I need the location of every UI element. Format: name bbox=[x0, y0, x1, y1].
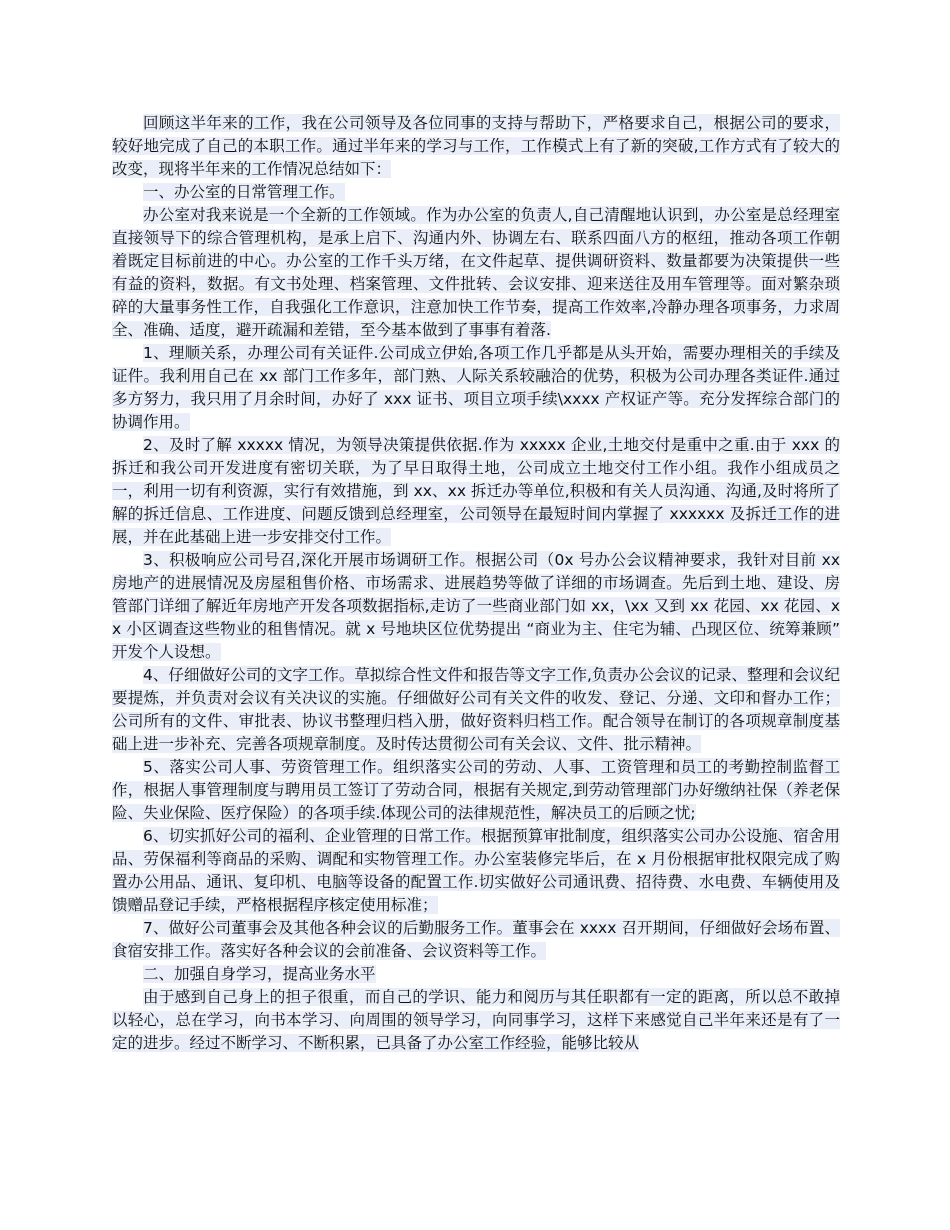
item-6-paragraph: 6、切实抓好公司的福利、企业管理的日常工作。根据预算审批制度，组织落实公司办公设施、宿舍用品、劳保福利等商品的采购、调配和实物管理工作。办公室装修完毕后，在 x 月份根据审批权限完成了购置办公用品、通讯、复印机、电脑等设备的配置工作.切实做好公司通讯费、招待费、水电费、车辆使用及馈赠品登记手续，严格根据程序核定使用标准； bbox=[112, 827, 840, 914]
item-4-paragraph: 4、仔细做好公司的文字工作。草拟综合性文件和报告等文字工作,负责办公会议的记录、整理和会议纪要提炼，并负责对会议有关决议的实施。仔细做好公司有关文件的收发、登记、分递、文印和督办工作；公司所有的文件、审批表、协议书整理归档入册，做好资料归档工作。配合领导在制订的各项规章制度基础上进一步补充、完善各项规章制度。及时传达贯彻公司有关会议、文件、批示精神。 bbox=[112, 666, 840, 753]
section-heading-self-study: 二、加强自身学习，提高业务水平 bbox=[143, 965, 376, 983]
office-overview-paragraph: 办公室对我来说是一个全新的工作领域。作为办公室的负责人,自己清醒地认识到，办公室是总经理室直接领导下的综合管理机构，是承上启下、沟通内外、协调左右、联系四面八方的枢纽，推动各项工作朝着既定目标前进的中心。办公室的工作千头万绪，在文件起草、提供调研资料、数量都要为决策提供一些有益的资料，数据。有文书处理、档案管理、文件批转、会议安排、迎来送往及用车管理等。面对繁杂琐碎的大量事务性工作，自我强化工作意识，注意加快工作节奏，提高工作效率,冷静办理各项事务，力求周全、准确、适度，避开疏漏和差错，至今基本做到了事事有着落. bbox=[112, 206, 840, 339]
section-heading-office-management: 一、办公室的日常管理工作。 bbox=[143, 183, 345, 201]
item-1-paragraph: 1、理顺关系，办理公司有关证件.公司成立伊始,各项工作几乎都是从头开始，需要办理相关的手续及证件。我利用自己在 xx 部门工作多年，部门熟、人际关系较融洽的优势，积极为公司办理各类证件.通过多方努力，我只用了月余时间，办好了 xxx 证书、项目立项手续\xxxx 产权证产等。充分发挥综合部门的协调作用。 bbox=[112, 344, 840, 431]
item-7-paragraph: 7、做好公司董事会及其他各种会议的后勤服务工作。董事会在 xxxx 召开期间，仔细做好会场布置、食宿安排工作。落实好各种会议的会前准备、会议资料等工作。 bbox=[112, 919, 840, 960]
item-2-paragraph: 2、及时了解 xxxxx 情况，为领导决策提供依据.作为 xxxxx 企业,土地交付是重中之重.由于 xxx 的拆迁和我公司开发进度有密切关联，为了早日取得土地，公司成立土地交付工作小组。我作小组成员之一，利用一切有利资源，实行有效措施，到 xx、xx 拆迁办等单位,积极和有关人员沟通、沟通,及时将所了解的拆迁信息、工作进度、问题反馈到总经理室，公司领导在最短时间内掌握了 xxxxxx 及拆迁工作的进展，并在此基础上进一步安排交付工作。 bbox=[112, 436, 840, 546]
item-5-paragraph: 5、落实公司人事、劳资管理工作。组织落实公司的劳动、人事、工资管理和员工的考勤控制监督工作，根据人事管理制度与聘用员工签订了劳动合同，根据有关规定,到劳动管理部门办好缴纳社保（养老保险、失业保险、医疗保险）的各项手续.体现公司的法律规范性，解决员工的后顾之忧; bbox=[112, 758, 840, 822]
intro-paragraph: 回顾这半年来的工作，我在公司领导及各位同事的支持与帮助下，严格要求自己，根据公司的要求，较好地完成了自己的本职工作。通过半年来的学习与工作，工作模式上有了新的突破,工作方式有了较大的改变，现将半年来的工作情况总结如下： bbox=[112, 114, 840, 178]
self-study-paragraph: 由于感到自己身上的担子很重，而自己的学识、能力和阅历与其任职都有一定的距离，所以总不敢掉以轻心，总在学习，向书本学习、向周围的领导学习，向同事学习，这样下来感觉自己半年来还是有了一定的进步。经过不断学习、不断积累，已具备了办公室工作经验，能够比较从 bbox=[112, 988, 840, 1052]
document-body bbox=[112, 112, 840, 1055]
item-3-paragraph: 3、积极响应公司号召,深化开展市场调研工作。根据公司（0x 号办公会议精神要求，我针对目前 xx 房地产的进展情况及房屋租售价格、市场需求、进展趋势等做了详细的市场调查。先后到土地、建设、房管部门详细了解近年房地产开发各项数据指标,走访了一些商业部门如 xx，\xx 又到 xx 花园、xx 花园、xx 小区调查这些物业的租售情况。就 x 号地块区位优势提出 “商业为主、住宅为辅、凸现区位、统筹兼顾” 开发个人设想。 bbox=[112, 551, 840, 661]
